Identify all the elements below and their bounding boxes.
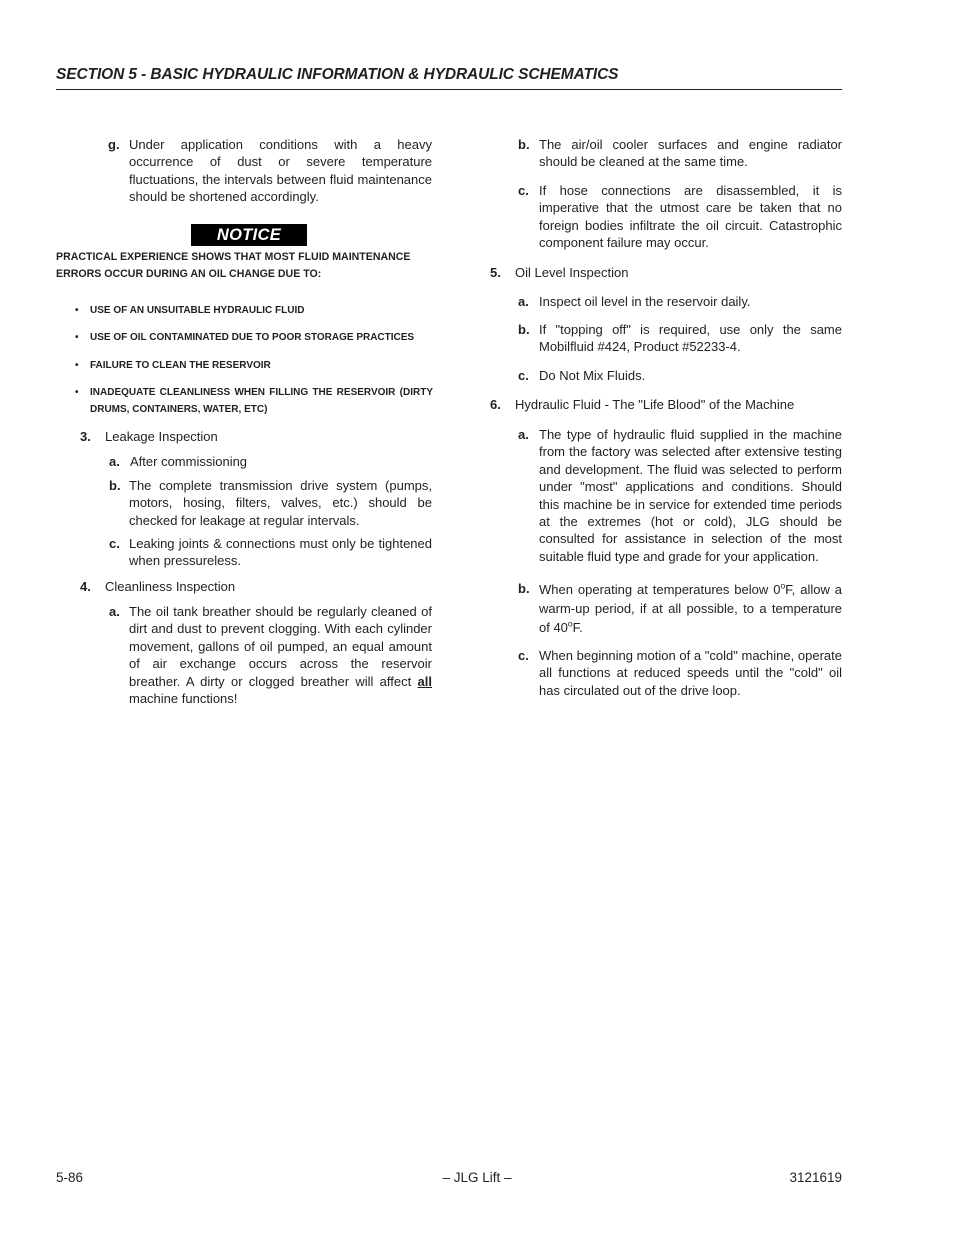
bullet-text: INADEQUATE CLEANLINESS WHEN FILLING THE RESERVOIR (DIRTY DRUMS, CONTAINERS, WATER, ETC) [90, 387, 433, 415]
degree-sup: o [780, 580, 786, 591]
step-title: Hydraulic Fluid - The "Life Blood" of the Machine [515, 397, 795, 412]
item-text: If hose connections are disassembled, it is imperative that the utmost care be taken that no foreign bodies infiltrate the oil circuit. Catastrophic component failure may occur. [539, 183, 842, 251]
bullet-text: USE OF AN UNSUITABLE HYDRAULIC FLUID [90, 305, 305, 316]
step-number: 5. [490, 265, 501, 280]
item-text: The type of hydraulic fluid supplied in the machine from the factory was selected after extensive testing and development. The fluid was selected to perform under "most" applications and conditions. Should this machine be in service for extended time periods at the extremes (hot or cold), JLG should be consulted for assistance in selection of the most suitable fluid type and grade for your application. [539, 427, 842, 564]
bullet-dot: • [75, 305, 79, 316]
section-title: SECTION 5 - BASIC HYDRAULIC INFORMATION & HYDRAULIC SCHEMATICS [56, 66, 619, 83]
item-text [539, 580, 842, 637]
degree-sup: o [567, 618, 573, 629]
item-label: c. [518, 648, 529, 663]
notice-text: PRACTICAL EXPERIENCE SHOWS THAT MOST FLUID MAINTENANCE ERRORS OCCUR DURING AN OIL CHANGE DUE TO: [56, 251, 411, 281]
step-number: 4. [80, 579, 91, 594]
step-title: Oil Level Inspection [515, 265, 629, 280]
item-text: Under application conditions with a heavy occurrence of dust or severe temperature fluctuations, the intervals between fluid maintenance should be shortened accordingly. [129, 137, 432, 205]
item-text: If "topping off" is required, use only the same Mobilfluid #424, Product #52233-4. [539, 322, 842, 355]
item-label: c. [518, 368, 529, 383]
item-label: a. [518, 427, 529, 442]
item-text: When beginning motion of a "cold" machine, operate all functions at reduced speeds until the "cold" oil has circulated out of the drive loop. [539, 648, 842, 698]
item-text: Leaking joints & connections must only be tightened when pressureless. [129, 536, 432, 569]
item-label: b. [518, 322, 530, 337]
text-part: F, allow a warm-up period, if at all possible, to a temperature of 40 [539, 582, 842, 635]
footer-center: – JLG Lift – [442, 1170, 512, 1185]
item-label: b. [518, 137, 530, 152]
item-label: c. [109, 536, 120, 551]
item-label: a. [518, 294, 529, 309]
item-label: a. [109, 604, 120, 619]
item-text: After commissioning [130, 454, 248, 469]
item-text-main: The oil tank breather should be regularly cleaned of dirt and dust to prevent clogging. With each cylinder movement, gallons of oil pumped, an equal amount of air exchange occurs across the reservoir breather. A dirty or clogged breather will affect [129, 604, 432, 689]
item-label: a. [109, 454, 120, 469]
bullet-dot: • [75, 360, 79, 371]
page-number: 5-86 [56, 1170, 84, 1185]
step-title: Cleanliness Inspection [105, 579, 236, 594]
item-label: b. [518, 581, 530, 596]
item-text: Inspect oil level in the reservoir daily. [539, 294, 751, 309]
bullet-dot: • [75, 332, 79, 343]
step-title: Leakage Inspection [105, 429, 218, 444]
bullet-text: USE OF OIL CONTAMINATED DUE TO POOR STORAGE PRACTICES [90, 332, 415, 343]
step-number: 3. [80, 429, 91, 444]
item-text: The complete transmission drive system (pumps, motors, hosing, filters, valves, etc.) should be checked for leakage at regular intervals. [129, 478, 432, 528]
notice-badge: NOTICE [191, 224, 307, 246]
item-label: b. [109, 478, 121, 493]
item-text: The air/oil cooler surfaces and engine radiator should be cleaned at the same time. [539, 137, 842, 170]
text-part: F. [572, 620, 583, 635]
item-label: c. [518, 183, 529, 198]
text-part: When operating at temperatures below 0 [539, 582, 781, 597]
emphasis-all: all [417, 673, 432, 689]
doc-number: 3121619 [789, 1170, 842, 1185]
bullet-text: FAILURE TO CLEAN THE RESERVOIR [90, 360, 271, 371]
header-rule [56, 89, 842, 90]
item-text [129, 603, 432, 707]
item-label: g. [108, 137, 120, 152]
bullet-dot: • [75, 387, 79, 398]
item-text: Do Not Mix Fluids. [539, 368, 646, 383]
step-number: 6. [490, 397, 501, 412]
item-text-end: machine functions! [129, 691, 238, 707]
